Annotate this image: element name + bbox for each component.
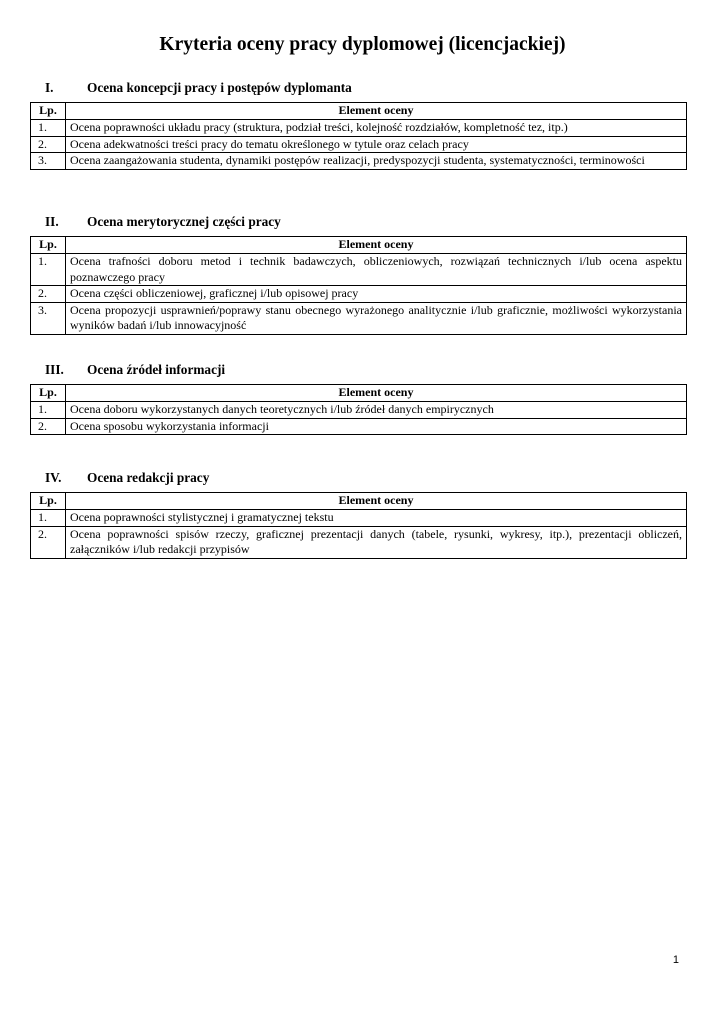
page-number: 1 xyxy=(672,954,679,966)
table-row xyxy=(31,418,687,435)
criteria-table xyxy=(30,102,687,170)
table-row xyxy=(31,120,687,137)
row-text: Ocena trafności doboru metod i technik badawczych, obliczeniowych, rozwiązań technicznych i/lub ocena aspektu poznawczego pracy xyxy=(66,254,687,286)
criteria-table xyxy=(30,236,687,335)
row-text: Ocena adekwatności treści pracy do tematu określonego w tytule oraz celach pracy xyxy=(66,136,687,153)
row-number: 1. xyxy=(31,402,66,419)
column-header-element: Element oceny xyxy=(66,103,687,120)
table-header-row xyxy=(31,103,687,120)
section-title: Ocena koncepcji pracy i postępów dyplomanta xyxy=(87,80,352,95)
row-number: 3. xyxy=(31,153,66,170)
table-row xyxy=(31,302,687,334)
row-number: 2. xyxy=(31,136,66,153)
table-row xyxy=(31,286,687,303)
row-number: 3. xyxy=(31,302,66,334)
section-number: III. xyxy=(45,362,64,377)
table-row xyxy=(31,526,687,558)
section-title: Ocena redakcji pracy xyxy=(87,470,210,485)
section-number: II. xyxy=(45,214,59,229)
row-number: 1. xyxy=(31,254,66,286)
row-text: Ocena doboru wykorzystanych danych teoretycznych i/lub źródeł danych empirycznych xyxy=(66,402,687,419)
row-number: 2. xyxy=(31,526,66,558)
section-4 xyxy=(30,468,687,559)
table-row xyxy=(31,510,687,527)
table-row xyxy=(31,402,687,419)
table-header-row xyxy=(31,237,687,254)
criteria-table xyxy=(30,384,687,435)
column-header-lp: Lp. xyxy=(31,493,66,510)
row-text: Ocena poprawności stylistycznej i gramatycznej tekstu xyxy=(66,510,687,527)
table-row xyxy=(31,153,687,170)
table-header-row xyxy=(31,493,687,510)
table-row xyxy=(31,136,687,153)
column-header-element: Element oceny xyxy=(66,237,687,254)
section-3 xyxy=(30,360,687,435)
column-header-lp: Lp. xyxy=(31,103,66,120)
section-heading xyxy=(30,468,687,488)
row-text: Ocena sposobu wykorzystania informacji xyxy=(66,418,687,435)
section-2 xyxy=(30,212,687,335)
row-text: Ocena zaangażowania studenta, dynamiki postępów realizacji, predyspozycji studenta, systematyczności, terminowości xyxy=(66,153,687,170)
column-header-lp: Lp. xyxy=(31,385,66,402)
criteria-table xyxy=(30,492,687,559)
column-header-element: Element oceny xyxy=(66,493,687,510)
column-header-element: Element oceny xyxy=(66,385,687,402)
row-text: Ocena propozycji usprawnień/poprawy stanu obecnego wyrażonego analitycznie i/lub graficznie, możliwości wykorzystania wyników badań i/lub innowacyjność xyxy=(66,302,687,334)
row-number: 2. xyxy=(31,418,66,435)
page-title: Kryteria oceny pracy dyplomowej (licencjackiej) xyxy=(159,34,566,55)
section-heading xyxy=(30,212,687,232)
row-text: Ocena poprawności spisów rzeczy, graficznej prezentacji danych (tabele, rysunki, wykresy, itp.), prezentacji obliczeń, załączników i/lub redakcji przypisów xyxy=(66,526,687,558)
row-text: Ocena części obliczeniowej, graficznej i/lub opisowej pracy xyxy=(66,286,687,303)
column-header-lp: Lp. xyxy=(31,237,66,254)
table-row xyxy=(31,254,687,286)
section-title: Ocena źródeł informacji xyxy=(87,362,226,377)
section-1 xyxy=(30,78,687,170)
row-number: 2. xyxy=(31,286,66,303)
section-heading xyxy=(30,78,687,98)
section-number: I. xyxy=(45,80,54,95)
section-title: Ocena merytorycznej części pracy xyxy=(87,214,281,229)
row-number: 1. xyxy=(31,510,66,527)
section-heading xyxy=(30,360,687,380)
section-number: IV. xyxy=(45,470,62,485)
row-text: Ocena poprawności układu pracy (struktura, podział treści, kolejność rozdziałów, kompletność tez, itp.) xyxy=(66,120,687,137)
row-number: 1. xyxy=(31,120,66,137)
table-header-row xyxy=(31,385,687,402)
